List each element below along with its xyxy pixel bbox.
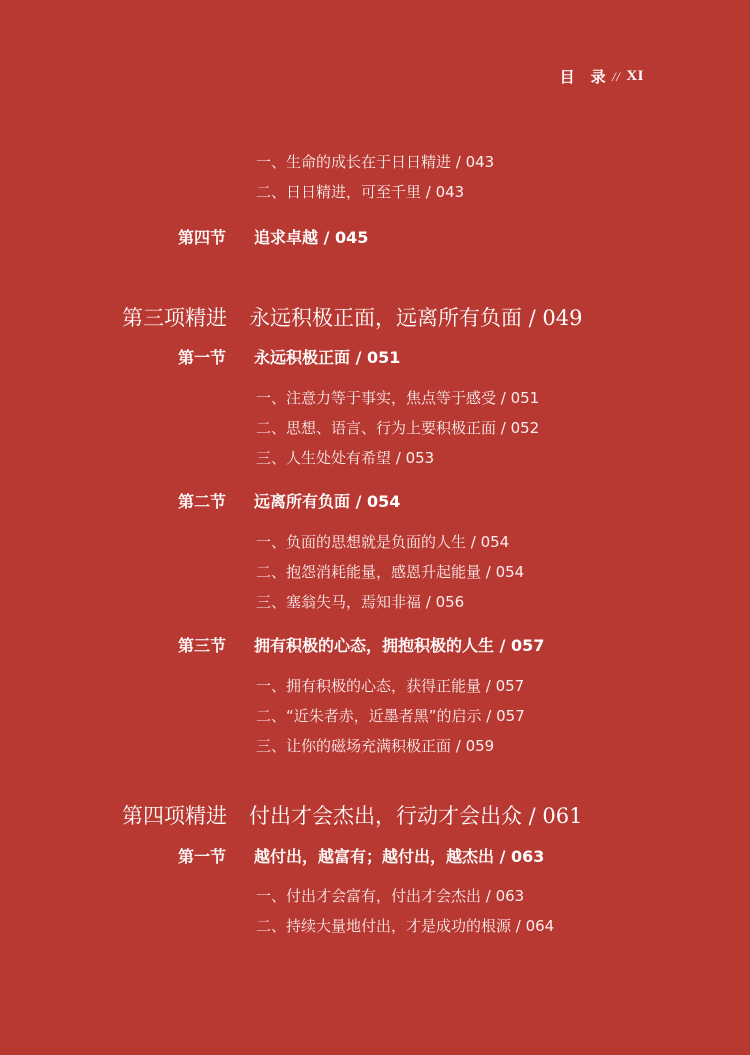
toc-section: 第三节 拥有积极的心态，拥抱积极的人生 / 057 [178, 636, 545, 655]
toc-section: 第一节 永远积极正面 / 051 [178, 348, 401, 367]
toc-item: 三、让你的磁场充满积极正面 / 059 [256, 737, 495, 755]
toc-item: 二、抱怨消耗能量，感恩升起能量 / 054 [256, 563, 525, 581]
toc-item: 二、思想、语言、行为上要积极正面 / 052 [256, 419, 540, 437]
header-title: 目 录 [559, 70, 607, 86]
toc-item: 二、“近朱者赤，近墨者黑”的启示 / 057 [256, 707, 525, 725]
page-number: XI [626, 68, 644, 84]
toc-item: 一、注意力等于事实，焦点等于感受 / 051 [256, 389, 540, 407]
toc-part: 第三项精进 永远积极正面，远离所有负面 / 049 [122, 306, 583, 330]
toc-item: 三、塞翁失马，焉知非福 / 056 [256, 593, 465, 611]
toc-item: 一、付出才会富有，付出才会杰出 / 063 [256, 887, 525, 905]
toc-item: 二、持续大量地付出，才是成功的根源 / 064 [256, 917, 555, 935]
toc-item: 一、负面的思想就是负面的人生 / 054 [256, 533, 510, 551]
toc-section: 第四节 追求卓越 / 045 [178, 228, 369, 247]
toc-item: 二、日日精进，可至千里 / 043 [256, 183, 465, 201]
toc-part: 第四项精进 付出才会杰出，行动才会出众 / 061 [122, 804, 583, 828]
toc-item: 三、人生处处有希望 / 053 [256, 449, 435, 467]
toc-section: 第一节 越付出，越富有；越付出，越杰出 / 063 [178, 847, 545, 866]
header-separator: // [612, 68, 621, 84]
toc-item: 一、拥有积极的心态，获得正能量 / 057 [256, 677, 525, 695]
toc-item: 一、生命的成长在于日日精进 / 043 [256, 153, 495, 171]
toc-section: 第二节 远离所有负面 / 054 [178, 492, 401, 511]
